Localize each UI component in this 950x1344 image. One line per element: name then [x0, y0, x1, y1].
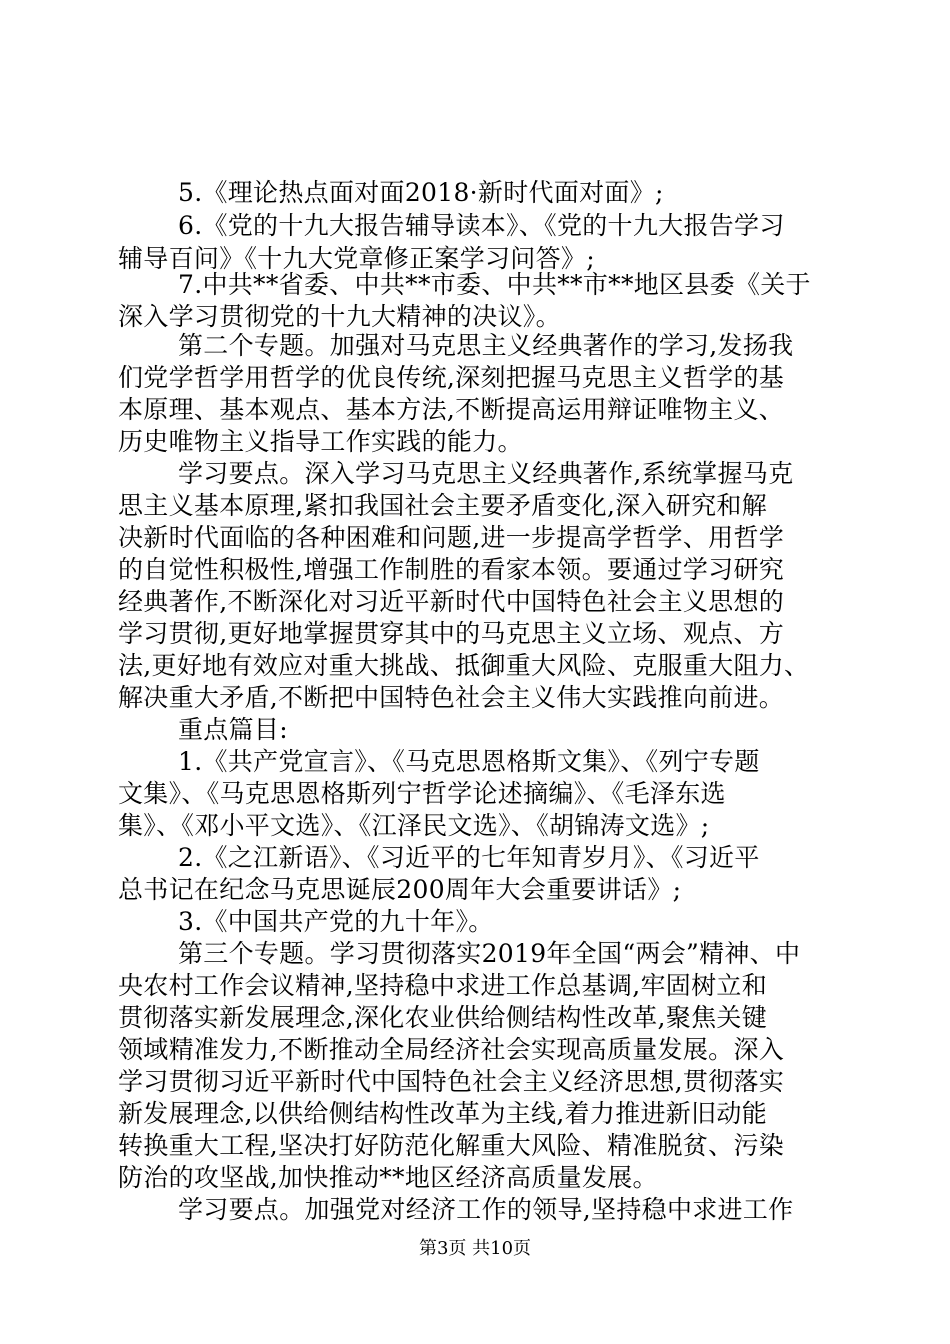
text-line: 领域精准发力,不断推动全局经济社会实现高质量发展。深入 [118, 1035, 785, 1064]
text-line: 第三个专题。学习贯彻落实2019年全国“两会”精神、中 [178, 939, 801, 968]
text-line: 央农村工作会议精神,坚持稳中求进工作总基调,牢固树立和 [118, 971, 767, 1000]
text-line: 7.中共**省委、中共**市委、中共**市**地区县委《关于 [178, 270, 811, 299]
text-line: 法,更好地有效应对重大挑战、抵御重大风险、克服重大阻力、 [118, 651, 810, 680]
text-line: 3.《中国共产党的九十年》。 [178, 907, 494, 936]
text-line: 历史唯物主义指导工作实践的能力。 [118, 427, 523, 456]
text-line: 深入学习贯彻党的十九大精神的决议》。 [118, 302, 561, 331]
text-line: 重点篇目: [178, 715, 288, 744]
text-line: 5.《理论热点面对面2018·新时代面对面》; [178, 178, 664, 207]
text-line: 新发展理念,以供给侧结构性改革为主线,着力推进新旧动能 [118, 1099, 767, 1128]
text-line: 的自觉性积极性,增强工作制胜的看家本领。要通过学习研究 [118, 555, 785, 584]
text-line: 转换重大工程,坚决打好防范化解重大风险、精准脱贫、污染 [118, 1131, 785, 1160]
text-line: 防治的攻坚战,加快推动**地区经济高质量发展。 [118, 1163, 658, 1192]
text-line: 总书记在纪念马克思诞辰200周年大会重要讲话》; [118, 875, 682, 904]
text-line: 学习贯彻习近平新时代中国特色社会主义经济思想,贯彻落实 [118, 1067, 785, 1096]
text-line: 第二个专题。加强对马克思主义经典著作的学习,发扬我 [178, 331, 794, 360]
text-line: 1.《共产党宣言》、《马克思恩格斯文集》、《列宁专题 [178, 747, 760, 776]
text-line: 集》、《邓小平文选》、《江泽民文选》、《胡锦涛文选》; [118, 811, 710, 840]
text-line: 学习贯彻,更好地掌握贯穿其中的马克思主义立场、观点、方 [118, 619, 785, 648]
text-line: 2.《之江新语》、《习近平的七年知青岁月》、《习近平 [178, 843, 760, 872]
text-line: 经典著作,不断深化对习近平新时代中国特色社会主义思想的 [118, 587, 785, 616]
text-line: 文集》、《马克思恩格斯列宁哲学论述摘编》、《毛泽东选 [118, 779, 726, 808]
text-line: 学习要点。加强党对经济工作的领导,坚持稳中求进工作 [178, 1195, 794, 1224]
text-line: 6.《党的十九大报告辅导读本》、《党的十九大报告学习 [178, 211, 785, 240]
text-line: 本原理、基本观点、基本方法,不断提高运用辩证唯物主义、 [118, 395, 785, 424]
page-number-footer: 第3页 共10页 [418, 1238, 532, 1259]
text-line: 决新时代面临的各种困难和问题,进一步提高学哲学、用哲学 [118, 523, 785, 552]
text-line: 贯彻落实新发展理念,深化农业供给侧结构性改革,聚焦关键 [118, 1003, 767, 1032]
text-line: 们党学哲学用哲学的优良传统,深刻把握马克思主义哲学的基 [118, 363, 785, 392]
text-line: 辅导百问》《十九大党章修正案学习问答》; [118, 244, 595, 273]
text-line: 学习要点。深入学习马克思主义经典著作,系统掌握马克 [178, 459, 794, 488]
text-line: 思主义基本原理,紧扣我国社会主要矛盾变化,深入研究和解 [118, 491, 767, 520]
text-line: 解决重大矛盾,不断把中国特色社会主义伟大实践推向前进。 [118, 683, 785, 712]
